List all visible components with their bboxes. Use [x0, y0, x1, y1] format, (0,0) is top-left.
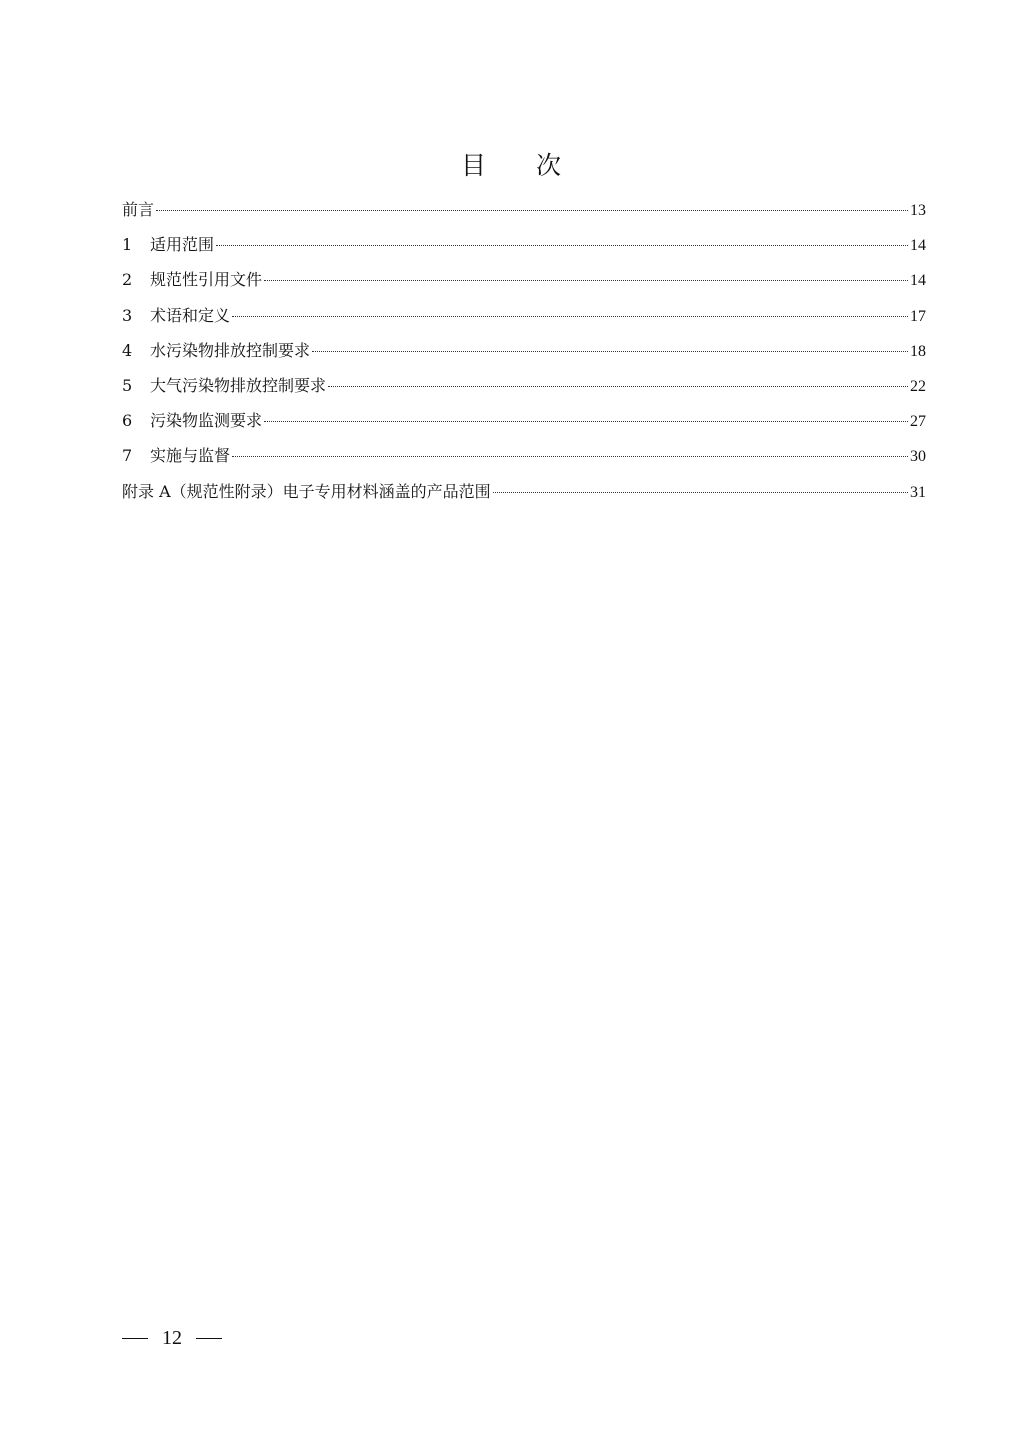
toc-entry-number: 6 [122, 411, 133, 431]
toc-entry-7[interactable] [122, 438, 926, 473]
toc-entry-number: 1 [122, 235, 133, 255]
toc-leader-dots [232, 456, 908, 457]
toc-title-part1: 目 [460, 151, 488, 180]
toc-entry-number: 7 [122, 446, 133, 466]
toc-entry-label: 水污染物排放控制要求 [150, 340, 311, 360]
toc-leader-dots [493, 492, 908, 493]
toc-leader-dots [264, 280, 908, 281]
toc-entry-6[interactable] [122, 403, 926, 438]
toc-leader-dots [216, 245, 908, 246]
toc-entry-2[interactable] [122, 262, 926, 297]
toc-leader-dots [156, 210, 908, 211]
toc-entry-preface[interactable] [122, 192, 926, 227]
toc-entry-5[interactable] [122, 368, 926, 403]
toc-entry-1[interactable] [122, 227, 926, 262]
footer-dash-right [196, 1338, 222, 1339]
table-of-contents [122, 192, 926, 509]
toc-entry-page: 17 [910, 307, 926, 325]
toc-entry-number: 3 [122, 305, 133, 325]
toc-entry-number: 2 [122, 270, 133, 290]
toc-leader-dots [232, 316, 908, 317]
toc-entry-label: 大气污染物排放控制要求 [150, 375, 327, 395]
toc-entry-number: 4 [122, 340, 133, 360]
toc-leader-dots [264, 421, 908, 422]
footer-dash-left [122, 1338, 148, 1339]
toc-entry-page: 27 [910, 413, 926, 431]
toc-entry-page: 31 [910, 483, 926, 501]
toc-entry-page: 22 [910, 377, 926, 395]
toc-entry-label: 术语和定义 [150, 305, 231, 325]
toc-entry-page: 30 [910, 448, 926, 466]
toc-entry-4[interactable] [122, 333, 926, 368]
toc-entry-page: 14 [910, 237, 926, 255]
toc-entry-page: 13 [910, 202, 926, 219]
toc-entry-label: 适用范围 [150, 235, 215, 255]
toc-entry-appendix-a[interactable] [122, 474, 926, 509]
toc-title [0, 146, 1024, 182]
toc-leader-dots [328, 386, 908, 387]
toc-entry-label: 附录 A（规范性附录）电子专用材料涵盖的产品范围 [122, 481, 491, 501]
toc-entry-label: 实施与监督 [150, 446, 231, 466]
toc-entry-page: 18 [910, 342, 926, 360]
toc-entry-label: 污染物监测要求 [150, 411, 263, 431]
toc-entry-3[interactable] [122, 298, 926, 333]
toc-entry-label: 前言 [122, 200, 155, 219]
toc-entry-number: 5 [122, 375, 133, 395]
toc-title-part2: 次 [536, 151, 564, 180]
toc-leader-dots [312, 351, 908, 352]
page-footer [122, 1327, 222, 1350]
toc-entry-label: 规范性引用文件 [150, 270, 263, 290]
toc-entry-page: 14 [910, 272, 926, 290]
page-number: 12 [162, 1327, 182, 1349]
